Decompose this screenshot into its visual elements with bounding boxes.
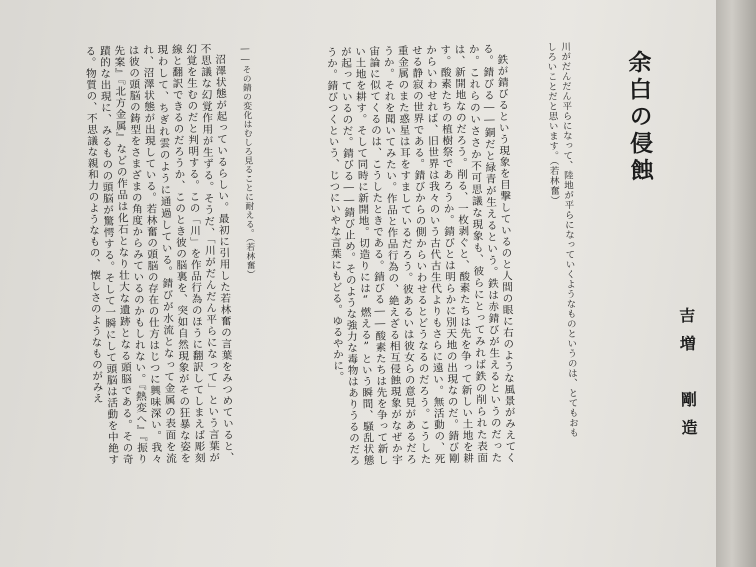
body-text-lower: [47, 43, 236, 467]
page-edge: [716, 0, 756, 567]
essay-title: 余白の侵蝕: [624, 49, 654, 186]
body-paragraph-1: 鉄が錆びるという現象を目撃しているのと人間の眼に右のような風景がみえてくる。錆びる――銅だと緑青が生えるという。鉄は赤錆びが生えるというのだったか。これらのいささか不可思議な現象も、彼らにとってみれば鉄の削られた表面は、新開地なのだろう。削る、一枚剥ぐと、酸素たちは先を争って新しい土地を耕す。酸素たちの植樹祭であろうか。錆びとは明らかに別天地の出現なのだ。錆び剛からいわせれば、旧世界は我々のいう古代古生代よりもさらに遠い。無活動の、死せる静寂の世界である。錆びからの側からいわせるとどうなるのだろう。こうした重金属のまた惑星は耳をすましているだろう。彼あるいは彼女らの意見があるだろうか。それを聞いてみたい。作品と作品行為の、絶えざる相互侵蝕現象がなぜか宇宙論に似てくるのは、こうしたときである。錆びる――酸素たちは先を争って新しい土地を耕す。そして同時に新開地。切造りには“燃える”という瞬間、騒乱状態が起っているのだ。錆びる――錆び止め。そのような強力な毒物はありうるのだろうか。錆びつくという、じつにいやな言葉にもどる。ゆるやかに。: [325, 43, 517, 467]
epigraph: [511, 42, 579, 443]
author-name: 吉増 剛造: [676, 306, 699, 448]
body-paragraph-2: 沼澤状態が起っているらしい。最初に引用した若林奮の言葉をみつめていると、不思議な幻覚作用が生ずる。そうだ、「川がだんだん平らになって」という言葉が幻覚を生むのだと判明する。この「川」を作品行為のほうに翻訳してしまえば彫刻線と翻訳できるのだろうか、このとき彼の脳裏を、突如自然現象がその狂暴な姿を現わして、ちぎれ雲のように通過している。錆びが水流となって金属の表面を流れ、沼澤状態が出現している。若林奮の頭脳の存在の仕方はじつに興味深い。我々は彼の頭脳の鋳型をさまざまの角度からみているのかもしれない。『熱変へ』『振り先案』『北方金属』などの作品は化石となり壮大な遺跡となる頭脳である。その奇蹟的な出現に、みるものの頭脳が驚愕する。そして一瞬にして頭脳は活動を中絶する。物質の、不思議な親和力のようなもの、懐しさのようなものがみえ: [84, 43, 235, 466]
body-text-upper: [284, 43, 518, 468]
epigraph-text: 川がだんだん平らになって、陸地が平らになっていくようなものというのは、とてもおもしろいことだと思います。（若林奮）: [544, 41, 579, 438]
inline-quote: ――その錆の変化はむしろ見ることに耐える。（若林奮）: [239, 44, 255, 279]
